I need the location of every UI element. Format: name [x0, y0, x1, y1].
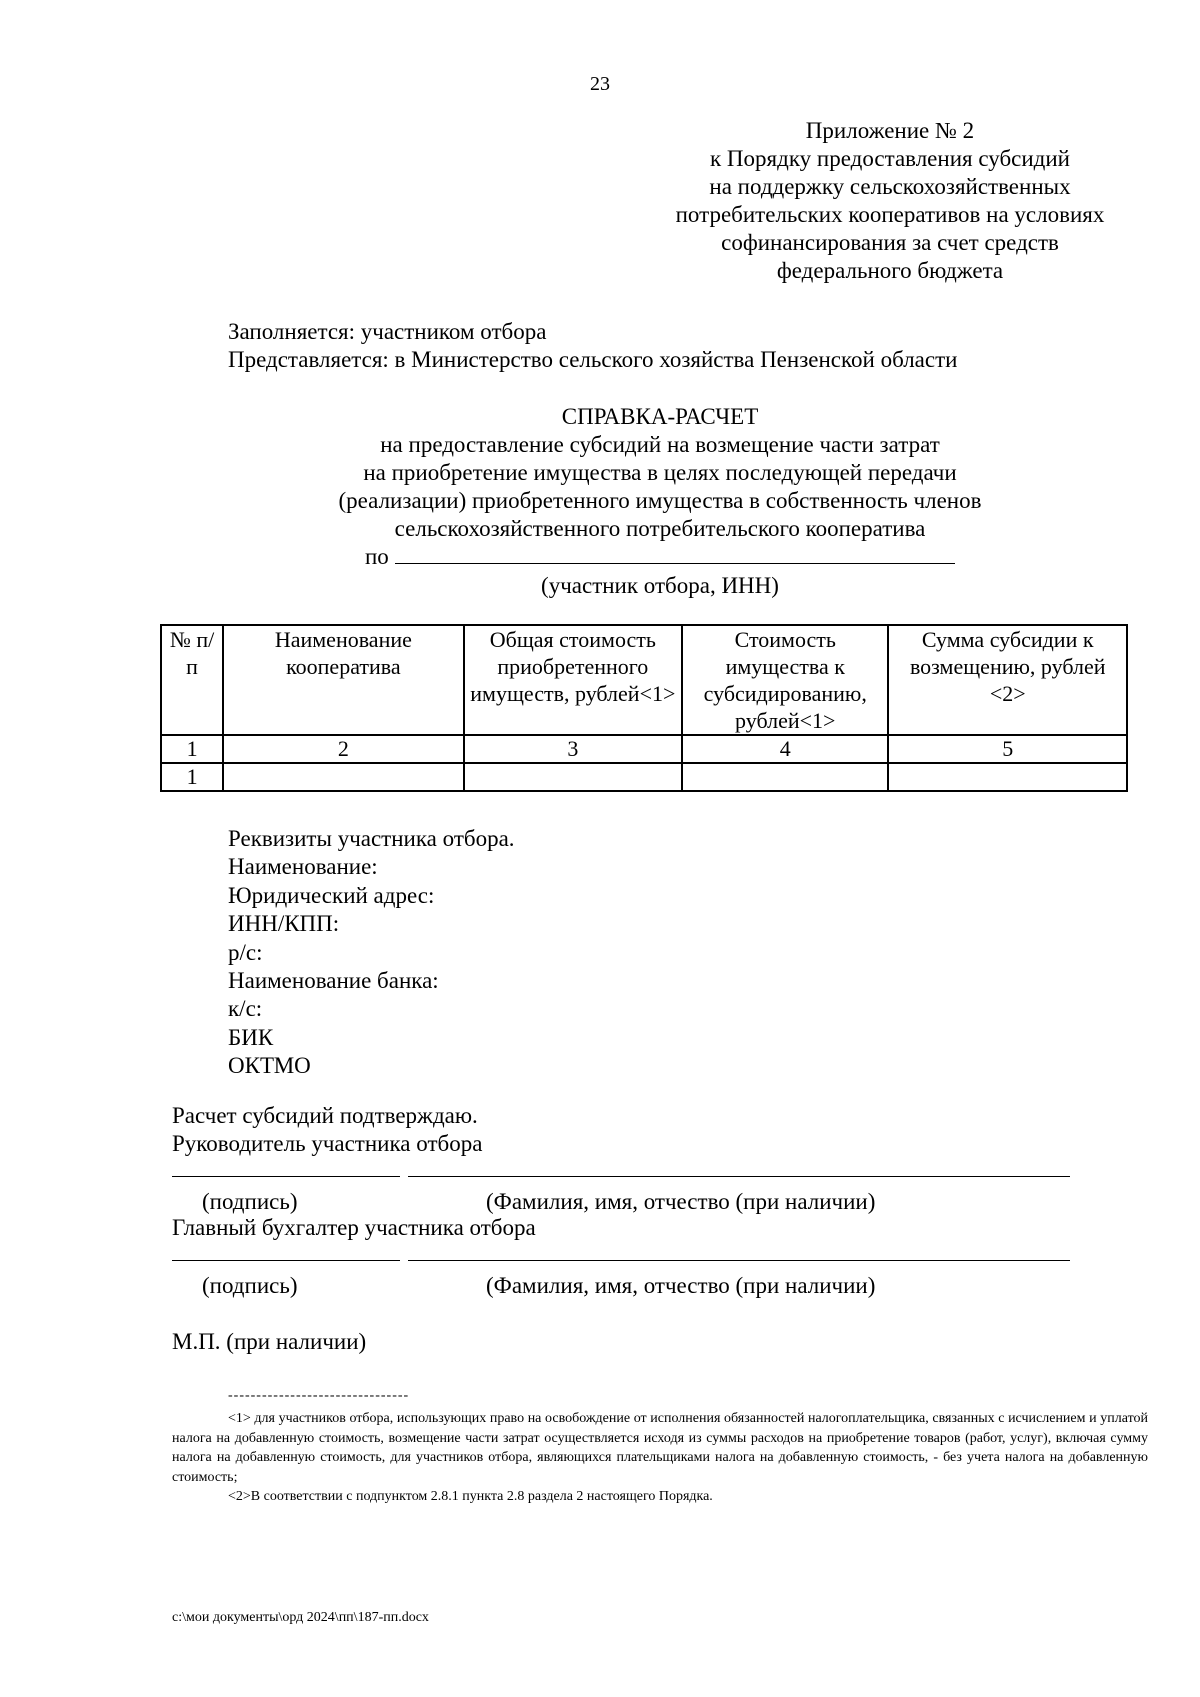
accountant-sign-label: (подпись) [202, 1273, 298, 1298]
table-cell-subsidy-amount[interactable] [888, 763, 1127, 791]
table-numbering-row [161, 735, 1127, 763]
header-cell-total-cost: Общая стоимость приобретенного имуществ, рублей<1> [464, 625, 682, 735]
subsidy-table [160, 624, 1128, 792]
appendix-block [660, 117, 1120, 285]
header-cell-number: № п/п [161, 625, 223, 735]
table-cell: 5 [888, 735, 1127, 763]
appendix-line: на поддержку сельскохозяйственных [709, 174, 1071, 199]
footnotes-block [172, 1409, 1148, 1507]
accountant-name-line[interactable] [408, 1260, 1070, 1261]
meta-block [228, 318, 957, 374]
table-header-row [161, 625, 1127, 735]
appendix-line: федерального бюджета [776, 258, 1004, 283]
document-title [200, 403, 1120, 543]
requisites-line: Наименование: [228, 854, 378, 880]
confirm-text: Расчет субсидий подтверждаю. [172, 1103, 478, 1128]
header-cell-subsidy-amount: Сумма субсидии к возмещению, рублей <2> [888, 625, 1127, 735]
stamp-label: М.П. (при наличии) [172, 1329, 367, 1354]
accountant-signature-line[interactable] [172, 1260, 400, 1261]
requisites-line: БИК [228, 1024, 274, 1050]
appendix-line: Приложение № 2 [805, 118, 975, 143]
appendix-line: к Порядку предоставления субсидий [710, 146, 1070, 171]
footnote-2: <2>В соответствии с подпунктом 2.8.1 пункта 2.8 раздела 2 настоящего Порядка. [228, 1489, 713, 1504]
table-cell: 3 [464, 735, 682, 763]
head-label: Руководитель участника отбора [172, 1131, 483, 1156]
title-heading: СПРАВКА-РАСЧЕТ [561, 404, 759, 429]
file-path: c:\мои документы\орд 2024\пп\187-пп.docx [172, 1610, 429, 1625]
submitted-to-text: Представляется: в Министерство сельского хозяйства Пензенской области [228, 347, 958, 372]
participant-blank-line[interactable] [395, 543, 955, 564]
head-name-label: (Фамилия, имя, отчество (при наличии) [486, 1189, 876, 1214]
participant-hint: (участник отбора, ИНН) [541, 573, 779, 598]
table-cell: 4 [682, 735, 888, 763]
table-cell: 2 [223, 735, 463, 763]
title-line: (реализации) приобретенного имущества в собственность членов [338, 488, 982, 513]
head-signature-line[interactable] [172, 1176, 400, 1177]
participant-field [365, 543, 955, 571]
title-line: на приобретение имущества в целях последующей передачи [363, 460, 957, 485]
requisites-line: к/с: [228, 996, 263, 1022]
table-row [161, 763, 1127, 791]
appendix-line: потребительских кооперативов на условиях [675, 202, 1105, 227]
po-label: по [365, 544, 389, 569]
table-cell-subsidized-cost[interactable] [682, 763, 888, 791]
header-cell-cooperative: Наименование кооператива [223, 625, 463, 735]
table-cell-total-cost[interactable] [464, 763, 682, 791]
page-number: 23 [590, 73, 610, 95]
table-cell: 1 [161, 763, 223, 791]
head-sign-label: (подпись) [202, 1189, 298, 1214]
requisites-line: р/с: [228, 939, 263, 965]
title-line: сельскохозяйственного потребительского кооператива [394, 516, 926, 541]
requisites-block [228, 825, 515, 1081]
table-cell: 1 [161, 735, 223, 763]
table-cell-cooperative-name[interactable] [223, 763, 463, 791]
accountant-label: Главный бухгалтер участника отбора [172, 1215, 536, 1240]
head-name-line[interactable] [408, 1176, 1070, 1177]
header-cell-subsidized-cost: Стоимость имущества к субсидированию, рублей<1> [682, 625, 888, 735]
requisites-line: Реквизиты участника отбора. [228, 826, 515, 851]
requisites-line: Юридический адрес: [228, 882, 435, 908]
requisites-line: Наименование банка: [228, 968, 439, 994]
footnote-separator: -------------------------------- [228, 1388, 410, 1403]
requisites-line: ИНН/КПП: [228, 911, 340, 937]
footnote-1: <1> для участников отбора, использующих право на освобождение от исполнения обязанностей налогоплательщика, связанных с исчислением и уплатой налога на добавленную стоимость, возмещение части затрат осуществляется исходя из суммы расходов на приобретение товаров (работ, услуг), включая сумму налога на добавленную стоимость, для участников отбора, являющихся плательщиками налога на добавленную стоимость, - без учета налога на добавленную стоимость; [172, 1411, 1148, 1485]
accountant-name-label: (Фамилия, имя, отчество (при наличии) [486, 1273, 876, 1298]
appendix-line: софинансирования за счет средств [721, 230, 1059, 255]
title-line: на предоставление субсидий на возмещение части затрат [380, 432, 940, 457]
requisites-line: ОКТМО [228, 1053, 311, 1079]
filled-by-text: Заполняется: участником отбора [228, 319, 547, 344]
